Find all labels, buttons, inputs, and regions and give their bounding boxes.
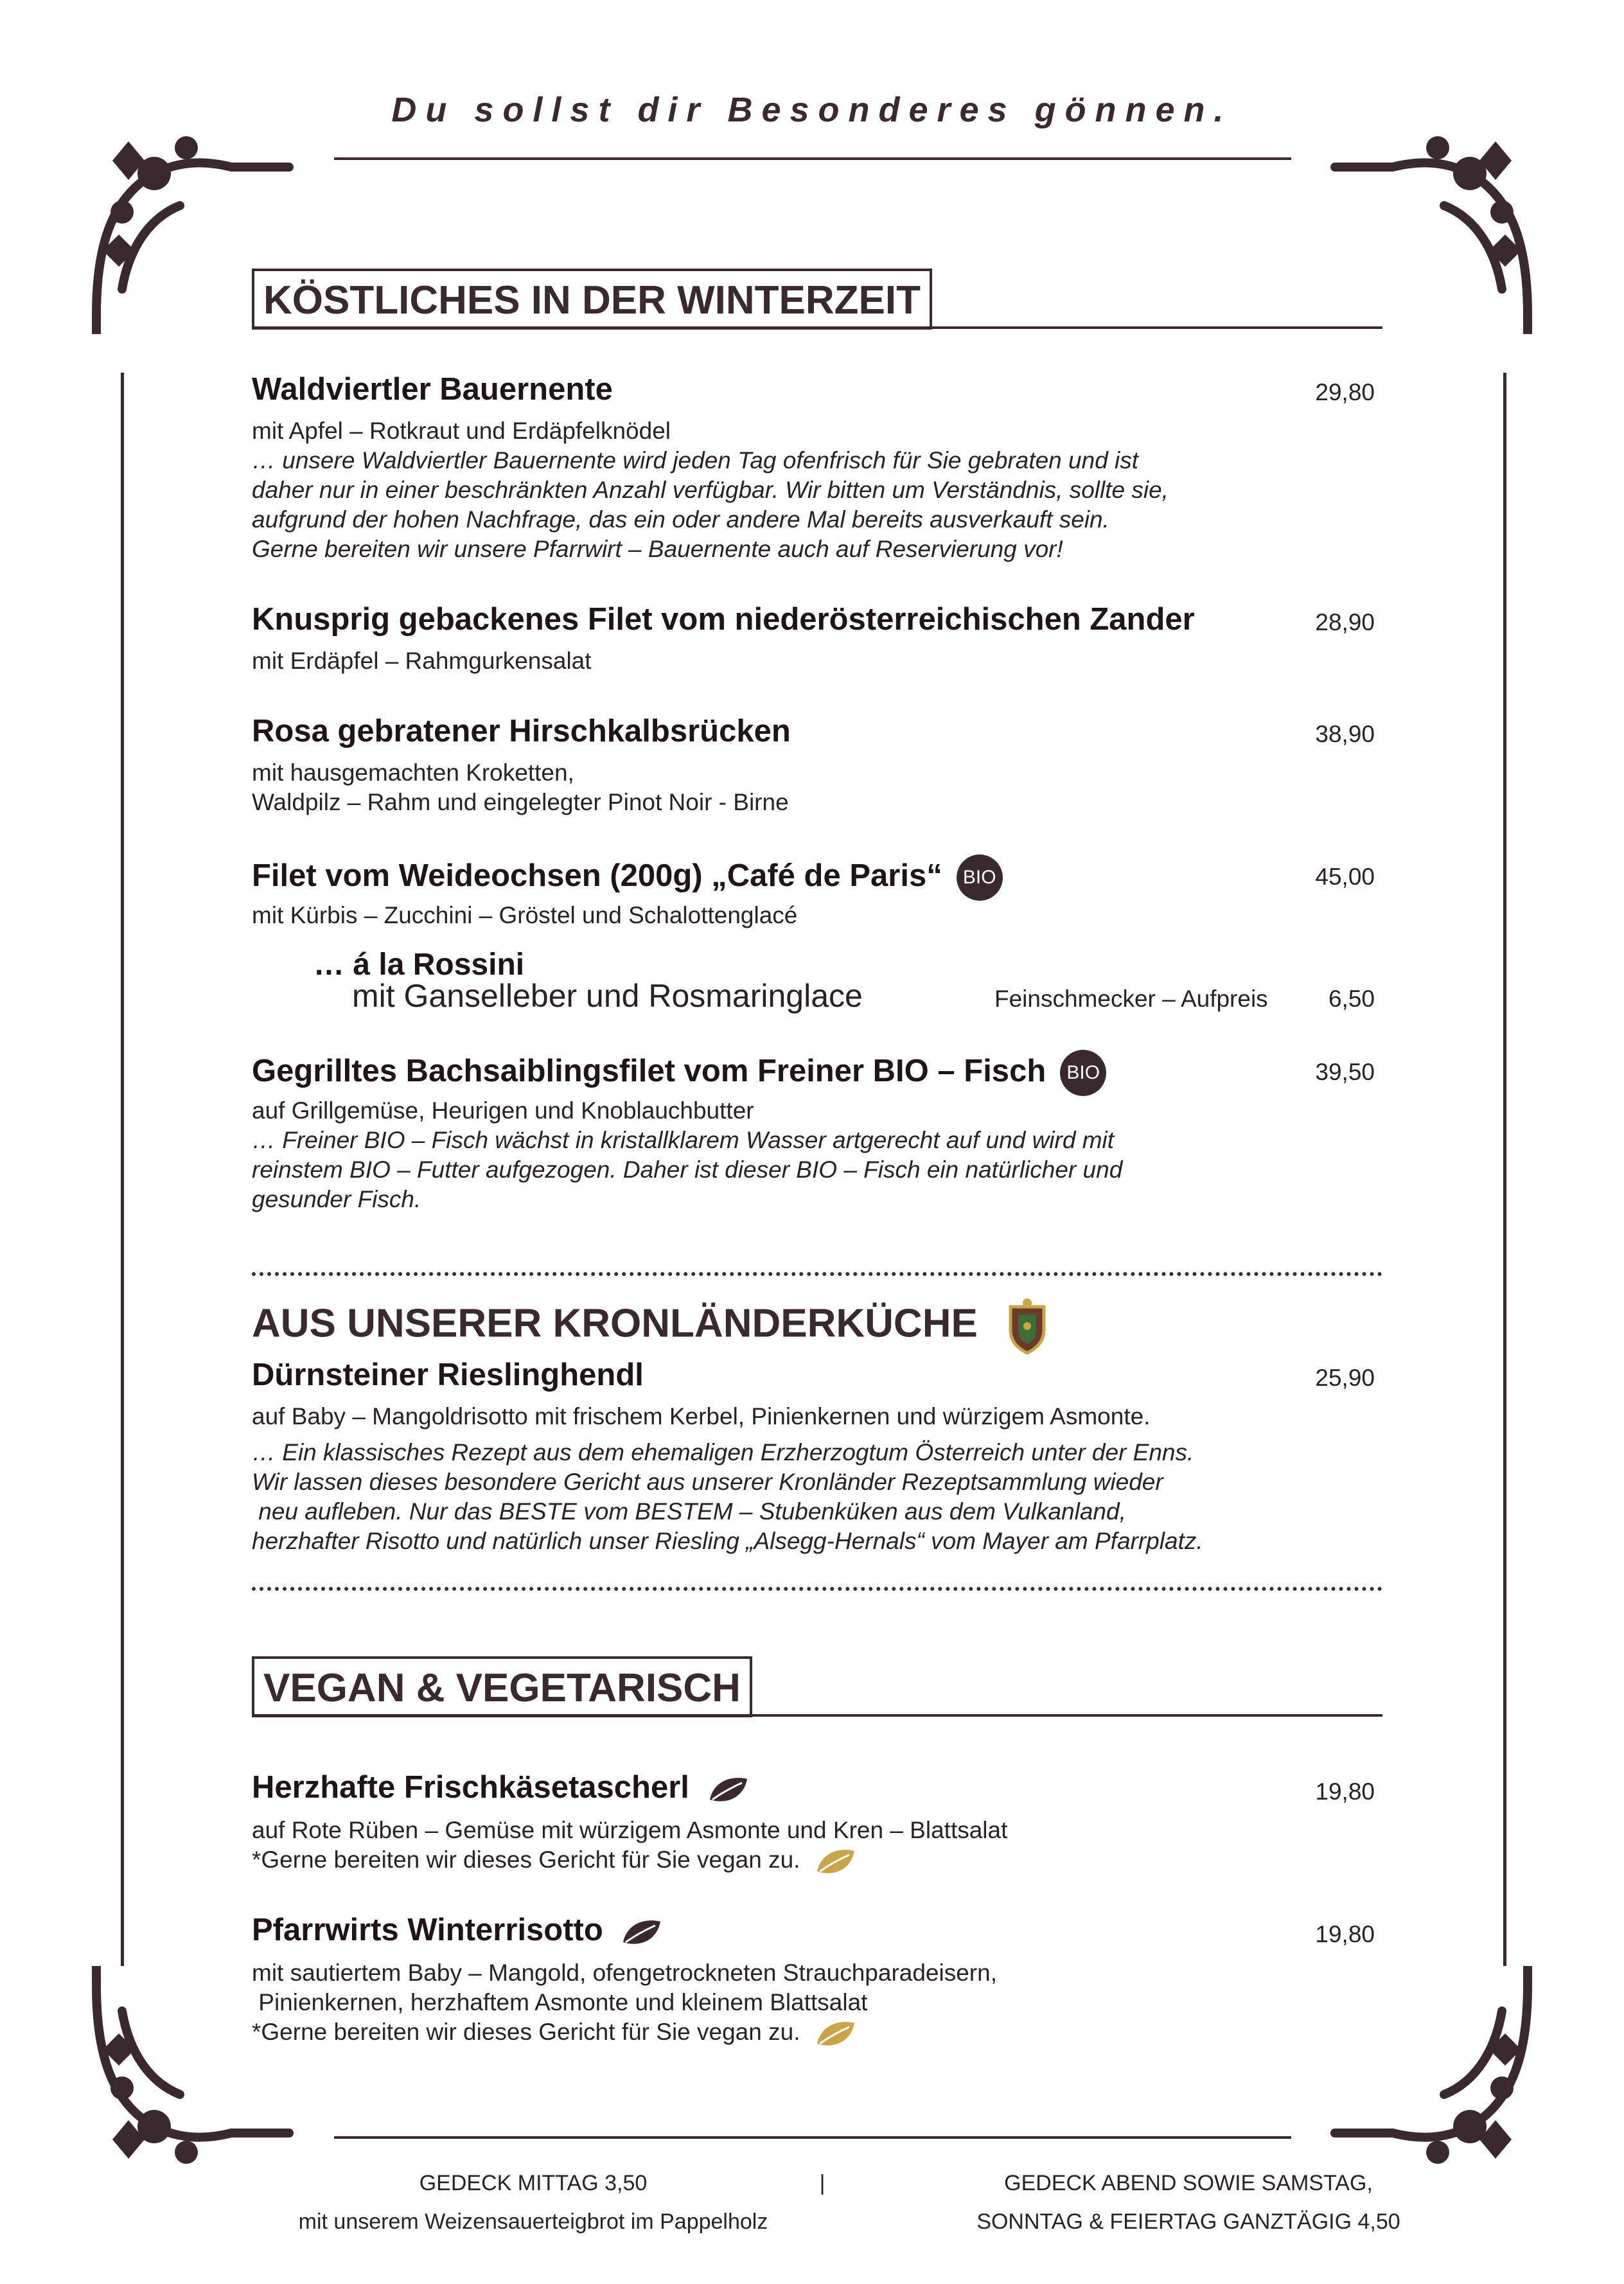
footer-cover-evening: GEDECK ABEND SOWIE SAMSTAG, bbox=[1004, 2171, 1373, 2195]
section-title-vegan bbox=[252, 1656, 752, 1717]
dish-note: aufgrund der hohen Nachfrage, das ein oder andere Mal bereits ausverkauft sein. bbox=[252, 506, 1109, 533]
dish-note: gesunder Fisch. bbox=[252, 1186, 421, 1212]
dish-name: Knusprig gebackenes Filet vom niederösterreichischen Zander bbox=[252, 602, 1195, 637]
section-title-text: AUS UNSERER KRONLÄNDERKÜCHE bbox=[252, 1301, 978, 1346]
vegan-leaf-icon bbox=[815, 1846, 857, 1877]
dotted-divider bbox=[252, 1272, 1382, 1276]
footer-separator: | bbox=[819, 2171, 825, 2195]
footer-bread-note: mit unserem Weizensauerteigbrot im Pappelholz bbox=[298, 2209, 768, 2234]
vegan-note: *Gerne bereiten wir dieses Gericht für Sie vegan zu. bbox=[252, 1846, 800, 1873]
dish-note: neu aufleben. Nur das BESTE vom BESTEM – Stubenküken aus dem Vulkanland, bbox=[252, 1498, 1126, 1525]
vegan-note-row bbox=[252, 2017, 857, 2049]
dotted-divider bbox=[252, 1587, 1382, 1591]
right-frame-line bbox=[1503, 373, 1506, 1966]
dish-price: 29,80 bbox=[1315, 379, 1375, 405]
vegan-note: *Gerne bereiten wir dieses Gericht für Sie vegan zu. bbox=[252, 2019, 800, 2045]
dish-price: 39,50 bbox=[1315, 1059, 1375, 1085]
vegan-note-row bbox=[252, 1845, 857, 1877]
dish-name: Filet vom Weideochsen (200g) „Café de Paris“ bbox=[252, 858, 942, 893]
dish-note: … Ein klassisches Rezept aus dem ehemaligen Erzherzogtum Österreich unter der Enns. bbox=[252, 1439, 1194, 1465]
footer-cover-lunch: GEDECK MITTAG 3,50 bbox=[419, 2171, 648, 2195]
dish-name: Pfarrwirts Winterrisotto bbox=[252, 1913, 603, 1947]
section-rule bbox=[252, 1714, 1382, 1717]
ornament-top-right bbox=[1328, 122, 1540, 334]
dish-price: 19,80 bbox=[1315, 1921, 1375, 1947]
crest-icon bbox=[1004, 1298, 1050, 1354]
ornament-bottom-right bbox=[1328, 1966, 1540, 2178]
dish-note: herzhafter Risotto und natürlich unser Riesling „Alsegg-Hernals“ vom Mayer am Pfarrplatz. bbox=[252, 1528, 1203, 1554]
dish-note: … Freiner BIO – Fisch wächst in kristallklarem Wasser artgerecht auf und wird mit bbox=[252, 1127, 1115, 1153]
dish-name: Rosa gebratener Hirschkalbsrücken bbox=[252, 714, 791, 748]
dish-description: mit Apfel – Rotkraut und Erdäpfelknödel bbox=[252, 418, 671, 444]
dish-note: … unsere Waldviertler Bauernente wird jeden Tag ofenfrisch für Sie gebraten und ist bbox=[252, 447, 1139, 474]
dish-price: 45,00 bbox=[1315, 863, 1375, 890]
dish-note: daher nur in einer beschränkten Anzahl verfügbar. Wir bitten um Verständnis, sollte sie, bbox=[252, 477, 1169, 503]
section-rule bbox=[252, 326, 1382, 329]
dish-name: Herzhafte Frischkäsetascherl bbox=[252, 1770, 689, 1805]
footer-left bbox=[244, 2164, 822, 2241]
dish-price: 38,90 bbox=[1315, 721, 1375, 747]
section-title-text: VEGAN & VEGETARISCH bbox=[252, 1656, 752, 1717]
addon-price: 6,50 bbox=[1328, 986, 1375, 1012]
bottom-rule bbox=[334, 2136, 1291, 2139]
dish-description: Pinienkernen, herzhaftem Asmonte und kleinem Blattsalat bbox=[252, 1989, 868, 2015]
dish-description: auf Rote Rüben – Gemüse mit würzigem Asmonte und Kren – Blattsalat bbox=[252, 1817, 1008, 1843]
dish-description: mit Kürbis – Zucchini – Gröstel und Schalottenglacé bbox=[252, 902, 798, 928]
dish-name: Waldviertler Bauernente bbox=[252, 372, 613, 407]
dish-price: 19,80 bbox=[1315, 1778, 1375, 1805]
top-rule bbox=[334, 157, 1291, 160]
vegan-leaf-icon bbox=[815, 2018, 857, 2049]
dish-description: auf Baby – Mangoldrisotto mit frischem Kerbel, Pinienkernen und würzigem Asmonte. bbox=[252, 1403, 1151, 1430]
dish-name: Dürnsteiner Rieslinghendl bbox=[252, 1358, 644, 1392]
dish-description: mit Erdäpfel – Rahmgurkensalat bbox=[252, 648, 592, 674]
section-title-kronland bbox=[252, 1298, 1050, 1354]
bio-badge: BIO bbox=[1060, 1050, 1106, 1096]
dish-note: reinstem BIO – Futter aufgezogen. Daher ist dieser BIO – Fisch ein natürlicher und bbox=[252, 1156, 1123, 1183]
leaf-icon bbox=[707, 1774, 750, 1805]
dish-description: mit hausgemachten Kroketten, bbox=[252, 759, 574, 786]
addon-label: Feinschmecker – Aufpreis bbox=[994, 986, 1268, 1012]
tagline: Du sollst dir Besonderes gönnen. bbox=[391, 91, 1233, 129]
left-frame-line bbox=[121, 373, 124, 1966]
dish-note: Gerne bereiten wir unsere Pfarrwirt – Bauernente auch auf Reservierung vor! bbox=[252, 536, 1063, 562]
dish-name-row bbox=[252, 1050, 1106, 1096]
dish-description: auf Grillgemüse, Heurigen und Knoblauchbutter bbox=[252, 1097, 754, 1124]
addon-name: … á la Rossini bbox=[313, 948, 525, 982]
dish-note: Wir lassen dieses besondere Gericht aus unserer Kronländer Rezeptsammlung wieder bbox=[252, 1469, 1163, 1495]
addon-description: mit Ganselleber und Rosmaringlace bbox=[352, 978, 863, 1014]
section-title-winter bbox=[252, 269, 932, 330]
bio-badge: BIO bbox=[957, 854, 1003, 901]
dish-name: Gegrilltes Bachsaiblingsfilet vom Freiner BIO – Fisch bbox=[252, 1053, 1046, 1088]
dish-name-row bbox=[252, 1912, 663, 1948]
dish-description: Waldpilz – Rahm und eingelegter Pinot Noir - Birne bbox=[252, 789, 789, 815]
footer-cover-weekend: SONNTAG & FEIERTAG GANZTÄGIG 4,50 bbox=[976, 2209, 1400, 2234]
dish-price: 25,90 bbox=[1315, 1365, 1375, 1391]
footer-right bbox=[899, 2164, 1478, 2241]
dish-name-row bbox=[252, 1769, 750, 1805]
dish-name-row bbox=[252, 854, 1003, 901]
dish-description: mit sautiertem Baby – Mangold, ofengetrockneten Strauchparadeisern, bbox=[252, 1960, 997, 1986]
leaf-icon bbox=[621, 1917, 663, 1947]
dish-price: 28,90 bbox=[1315, 609, 1375, 635]
section-title-text: KÖSTLICHES IN DER WINTERZEIT bbox=[252, 269, 932, 330]
